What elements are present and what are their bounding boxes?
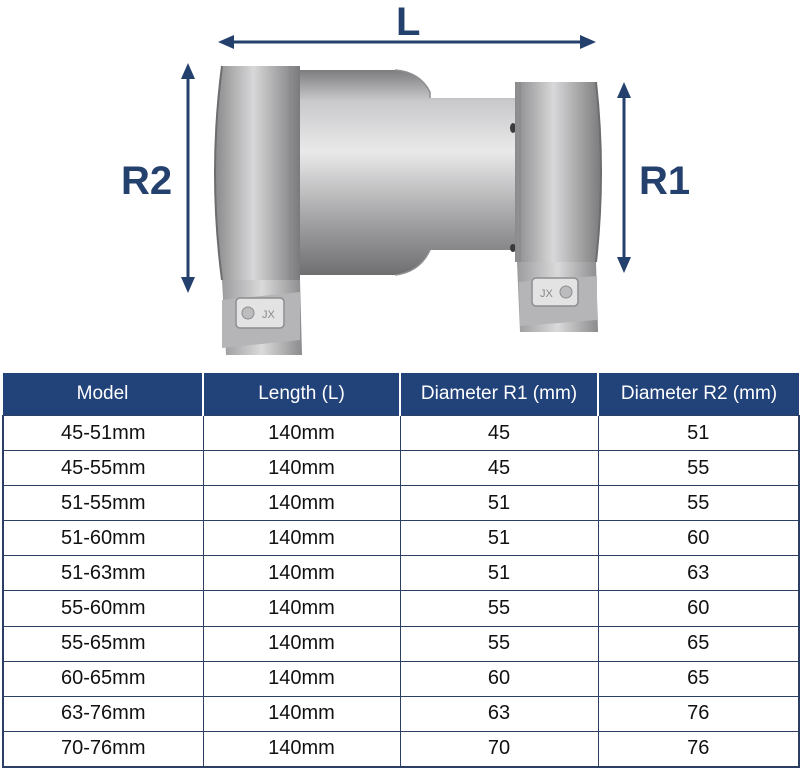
table-row bbox=[3, 556, 799, 591]
header-length: Length (L) bbox=[203, 373, 400, 416]
r1-arrow bbox=[617, 82, 631, 273]
cell-r2: 55 bbox=[598, 451, 799, 486]
cell-r1: 60 bbox=[400, 661, 598, 696]
cell-r1: 51 bbox=[400, 521, 598, 556]
cell-length: 140mm bbox=[203, 661, 400, 696]
cell-model: 45-55mm bbox=[3, 451, 203, 486]
r1-label: R1 bbox=[639, 159, 691, 203]
cell-length: 140mm bbox=[203, 556, 400, 591]
cell-model: 51-63mm bbox=[3, 556, 203, 591]
cell-r2: 76 bbox=[598, 731, 799, 767]
cell-model: 63-76mm bbox=[3, 696, 203, 731]
cell-r2: 55 bbox=[598, 486, 799, 521]
right-clamp bbox=[515, 82, 601, 332]
header-diameter-r1: Diameter R1 (mm) bbox=[400, 373, 598, 416]
table-row bbox=[3, 626, 799, 661]
cell-length: 140mm bbox=[203, 731, 400, 767]
cell-r1: 63 bbox=[400, 696, 598, 731]
right-stamp-text: JX bbox=[540, 288, 553, 300]
cell-r1: 55 bbox=[400, 591, 598, 626]
cell-r2: 60 bbox=[598, 521, 799, 556]
header-diameter-r2: Diameter R2 (mm) bbox=[598, 373, 799, 416]
table-row bbox=[3, 696, 799, 731]
r2-arrow bbox=[181, 63, 195, 293]
left-clamp bbox=[215, 66, 302, 355]
cell-r1: 45 bbox=[400, 416, 598, 451]
table-row bbox=[3, 416, 799, 451]
cell-r2: 51 bbox=[598, 416, 799, 451]
cell-model: 60-65mm bbox=[3, 661, 203, 696]
cell-r2: 65 bbox=[598, 661, 799, 696]
table-row bbox=[3, 731, 799, 767]
length-label: L bbox=[396, 0, 421, 44]
cell-length: 140mm bbox=[203, 486, 400, 521]
cell-r1: 70 bbox=[400, 731, 598, 767]
cell-length: 140mm bbox=[203, 416, 400, 451]
spec-table bbox=[2, 373, 800, 768]
table-row bbox=[3, 521, 799, 556]
cell-length: 140mm bbox=[203, 521, 400, 556]
table-row bbox=[3, 661, 799, 696]
cell-length: 140mm bbox=[203, 696, 400, 731]
cell-r1: 55 bbox=[400, 626, 598, 661]
cell-length: 140mm bbox=[203, 626, 400, 661]
cell-r1: 45 bbox=[400, 451, 598, 486]
table-header-row bbox=[3, 373, 799, 416]
header-model: Model bbox=[3, 373, 203, 416]
table-row bbox=[3, 486, 799, 521]
adapter-body bbox=[290, 70, 516, 275]
cell-model: 51-55mm bbox=[3, 486, 203, 521]
left-stamp-text: JX bbox=[262, 309, 275, 321]
cell-r1: 51 bbox=[400, 486, 598, 521]
cell-model: 70-76mm bbox=[3, 731, 203, 767]
product-figure bbox=[0, 0, 800, 370]
cell-r1: 51 bbox=[400, 556, 598, 591]
cell-r2: 60 bbox=[598, 591, 799, 626]
cell-model: 45-51mm bbox=[3, 416, 203, 451]
r2-label: R2 bbox=[121, 159, 173, 203]
cell-r2: 65 bbox=[598, 626, 799, 661]
table-row bbox=[3, 591, 799, 626]
cell-length: 140mm bbox=[203, 451, 400, 486]
cell-model: 51-60mm bbox=[3, 521, 203, 556]
cell-model: 55-65mm bbox=[3, 626, 203, 661]
cell-r2: 76 bbox=[598, 696, 799, 731]
table-row bbox=[3, 451, 799, 486]
cell-length: 140mm bbox=[203, 591, 400, 626]
cell-r2: 63 bbox=[598, 556, 799, 591]
cell-model: 55-60mm bbox=[3, 591, 203, 626]
